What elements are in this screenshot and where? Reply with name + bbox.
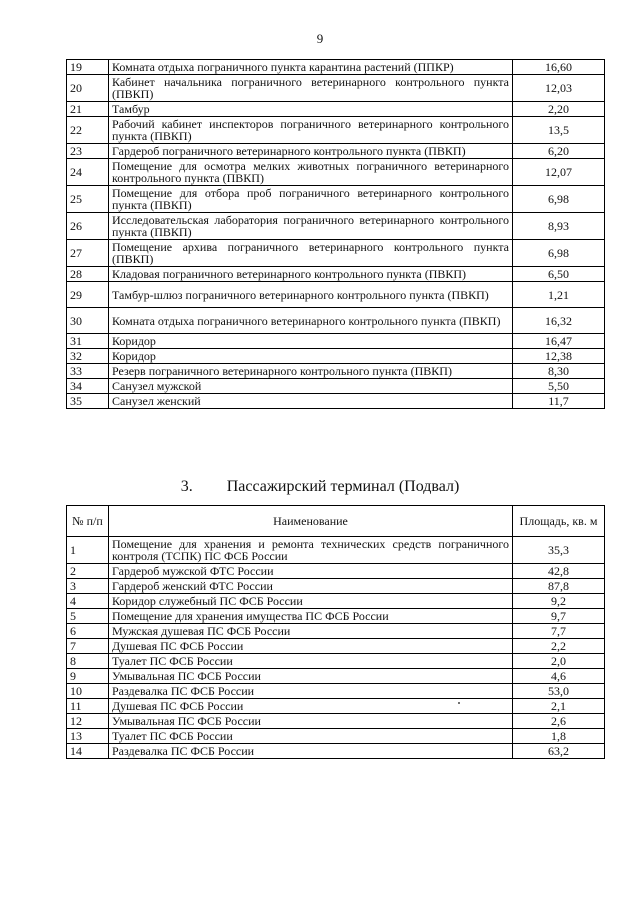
table-row [67, 186, 605, 213]
row-name: Туалет ПС ФСБ России [109, 654, 513, 669]
table-row [67, 308, 605, 334]
row-name: Помещение для хранения и ремонта технических средств пограничного контроля (ТСПК) ПС ФСБ России [109, 537, 513, 564]
row-number: 28 [67, 267, 109, 282]
row-name: Умывальная ПС ФСБ России [109, 714, 513, 729]
table-row [67, 213, 605, 240]
header-name: Наименование [109, 506, 513, 537]
section-heading [0, 478, 640, 496]
page-number: 9 [316, 31, 324, 46]
row-number: 6 [67, 624, 109, 639]
row-area: 63,2 [513, 744, 605, 759]
table-row [67, 394, 605, 409]
row-name: Исследовательская лаборатория пограничного ветеринарного контрольного пункта (ПВКП) [109, 213, 513, 240]
row-number: 13 [67, 729, 109, 744]
row-name: Душевая ПС ФСБ России [109, 699, 513, 714]
row-area: 87,8 [513, 579, 605, 594]
row-number: 2 [67, 564, 109, 579]
table-row [67, 609, 605, 624]
row-name: Коридор [109, 334, 513, 349]
row-name: Тамбур-шлюз пограничного ветеринарного контрольного пункта (ПВКП) [109, 282, 513, 308]
row-area: 12,38 [513, 349, 605, 364]
row-area: 6,98 [513, 186, 605, 213]
row-area: 42,8 [513, 564, 605, 579]
row-number: 24 [67, 159, 109, 186]
row-area: 2,0 [513, 654, 605, 669]
row-area: 53,0 [513, 684, 605, 699]
table-row [67, 714, 605, 729]
table-row [67, 744, 605, 759]
row-number: 8 [67, 654, 109, 669]
row-area: 11,7 [513, 394, 605, 409]
table-row [67, 267, 605, 282]
row-number: 19 [67, 60, 109, 75]
row-number: 33 [67, 364, 109, 379]
table-row [67, 75, 605, 102]
row-area: 5,50 [513, 379, 605, 394]
table-row [67, 144, 605, 159]
header-number: № п/п [67, 506, 109, 537]
row-area: 12,03 [513, 75, 605, 102]
row-name: Умывальная ПС ФСБ России [109, 669, 513, 684]
row-area: 16,47 [513, 334, 605, 349]
table-row [67, 639, 605, 654]
row-number: 35 [67, 394, 109, 409]
row-number: 26 [67, 213, 109, 240]
table-row [67, 537, 605, 564]
row-name: Кабинет начальника пограничного ветеринарного контрольного пункта (ПВКП) [109, 75, 513, 102]
scan-speck [458, 702, 460, 704]
row-area: 7,7 [513, 624, 605, 639]
row-area: 6,98 [513, 240, 605, 267]
row-area: 16,32 [513, 308, 605, 334]
table-row [67, 240, 605, 267]
row-number: 7 [67, 639, 109, 654]
section-title: Пассажирский терминал (Подвал) [226, 478, 460, 495]
row-area: 2,20 [513, 102, 605, 117]
row-number: 31 [67, 334, 109, 349]
row-number: 21 [67, 102, 109, 117]
table-row [67, 684, 605, 699]
table-row [67, 624, 605, 639]
table-row [67, 564, 605, 579]
row-name: Санузел мужской [109, 379, 513, 394]
table-row [67, 594, 605, 609]
row-area: 12,07 [513, 159, 605, 186]
row-name: Резерв пограничного ветеринарного контрольного пункта (ПВКП) [109, 364, 513, 379]
table-header-row [67, 506, 605, 537]
header-area: Площадь, кв. м [513, 506, 605, 537]
row-area: 1,21 [513, 282, 605, 308]
table-row [67, 654, 605, 669]
row-area: 2,2 [513, 639, 605, 654]
row-area: 8,30 [513, 364, 605, 379]
row-area: 9,2 [513, 594, 605, 609]
row-name: Душевая ПС ФСБ России [109, 639, 513, 654]
row-name: Коридор служебный ПС ФСБ России [109, 594, 513, 609]
table-row [67, 729, 605, 744]
row-number: 32 [67, 349, 109, 364]
row-number: 10 [67, 684, 109, 699]
row-name: Мужская душевая ПС ФСБ России [109, 624, 513, 639]
row-area: 16,60 [513, 60, 605, 75]
table-row [67, 364, 605, 379]
row-name: Помещение архива пограничного ветеринарного контрольного пункта (ПВКП) [109, 240, 513, 267]
basement-rooms-table [66, 505, 605, 759]
row-number: 1 [67, 537, 109, 564]
row-area: 6,50 [513, 267, 605, 282]
row-number: 29 [67, 282, 109, 308]
row-area: 13,5 [513, 117, 605, 144]
row-area: 9,7 [513, 609, 605, 624]
row-name: Кладовая пограничного ветеринарного контрольного пункта (ПВКП) [109, 267, 513, 282]
row-number: 22 [67, 117, 109, 144]
row-name: Комната отдыха пограничного ветеринарного контрольного пункта (ПВКП) [109, 308, 513, 334]
row-name: Санузел женский [109, 394, 513, 409]
row-name: Помещение для хранения имущества ПС ФСБ России [109, 609, 513, 624]
table-row [67, 579, 605, 594]
row-area: 4,6 [513, 669, 605, 684]
row-number: 20 [67, 75, 109, 102]
row-area: 2,6 [513, 714, 605, 729]
table-row [67, 379, 605, 394]
row-name: Гардероб пограничного ветеринарного контрольного пункта (ПВКП) [109, 144, 513, 159]
table-row [67, 349, 605, 364]
row-number: 14 [67, 744, 109, 759]
row-number: 9 [67, 669, 109, 684]
table-row [67, 159, 605, 186]
row-area: 2,1 [513, 699, 605, 714]
table-row [67, 669, 605, 684]
row-number: 4 [67, 594, 109, 609]
row-name: Раздевалка ПС ФСБ России [109, 684, 513, 699]
row-number: 11 [67, 699, 109, 714]
row-name: Тамбур [109, 102, 513, 117]
row-area: 6,20 [513, 144, 605, 159]
table-row [67, 60, 605, 75]
row-name: Коридор [109, 349, 513, 364]
row-name: Раздевалка ПС ФСБ России [109, 744, 513, 759]
table-row [67, 102, 605, 117]
table-row [67, 334, 605, 349]
rooms-table-continued [66, 59, 605, 409]
table-row [67, 117, 605, 144]
row-name: Гардероб женский ФТС России [109, 579, 513, 594]
row-name: Гардероб мужской ФТС России [109, 564, 513, 579]
row-number: 12 [67, 714, 109, 729]
row-area: 35,3 [513, 537, 605, 564]
row-name: Туалет ПС ФСБ России [109, 729, 513, 744]
row-number: 25 [67, 186, 109, 213]
row-name: Помещение для отбора проб пограничного ветеринарного контрольного пункта (ПВКП) [109, 186, 513, 213]
row-number: 34 [67, 379, 109, 394]
row-area: 1,8 [513, 729, 605, 744]
row-number: 5 [67, 609, 109, 624]
row-name: Комната отдыха пограничного пункта карантина растений (ППКР) [109, 60, 513, 75]
table-row [67, 699, 605, 714]
section-number: 3. [180, 478, 193, 495]
row-number: 3 [67, 579, 109, 594]
row-name: Рабочий кабинет инспекторов пограничного ветеринарного контрольного пункта (ПВКП) [109, 117, 513, 144]
row-area: 8,93 [513, 213, 605, 240]
table-row [67, 282, 605, 308]
row-number: 23 [67, 144, 109, 159]
row-number: 27 [67, 240, 109, 267]
row-name: Помещение для осмотра мелких животных пограничного ветеринарного контрольного пункта (ПВКП) [109, 159, 513, 186]
row-number: 30 [67, 308, 109, 334]
